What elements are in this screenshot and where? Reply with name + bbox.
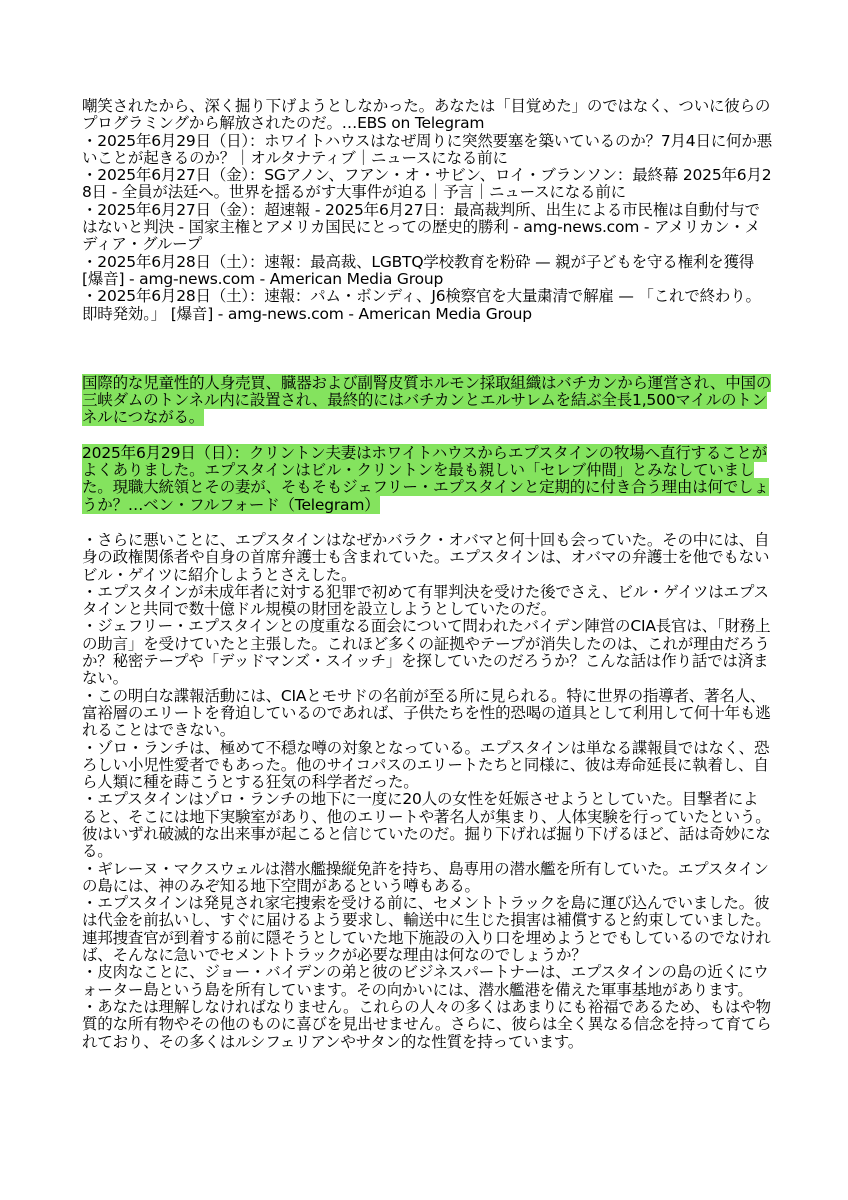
news-item: ・2025年6月28日（土）：速報：最高裁、LGBTQ学校教育を粉砕 — 親が子どもを守る権利を獲得 [爆音] - amg-news.com - American Media Group [82, 252, 755, 288]
news-item: ・2025年6月29日（日）：ホワイトハウスはなぜ周りに突然要塞を築いているのか？7月4日に何か悪いことが起きるのか？｜オルタナティブ｜ニュースになる前に [82, 131, 772, 167]
spacer [82, 427, 772, 445]
spacer [82, 323, 772, 375]
bullet-paragraph: ・さらに悪いことに、エプスタインはなぜかバラク・オバマと何十回も会っていた。その中には、自身の政権関係者や自身の首席弁護士も含まれていた。エプスタインは、オバマの弁護士を他でもないビル・ゲイツに紹介しようとさえした。 [82, 530, 770, 584]
bullet-paragraph: ・あなたは理解しなければなりません。これらの人々の多くはあまりにも裕福であるため、もはや物質的な所有物やその他のものに喜びを見出せません。さらに、彼らは全く異なる信念を持って育てられており、その多くはルシフェリアンやサタン的な性質を持っています。 [82, 997, 772, 1051]
document-page [82, 98, 772, 1051]
bullet-paragraph: ・皮肉なことに、ジョー・バイデンの弟と彼のビジネスパートナーは、エプスタインの島の近くにウォーター島という島を所有しています。その向かいには、潜水艦港を備えた軍事基地があります。 [82, 963, 769, 999]
spacer [82, 514, 772, 532]
bullet-paragraph: ・ゾロ・ランチは、極めて不穏な噂の対象となっている。エプスタインは単なる諜報員ではなく、恐ろしい小児性愛者でもあった。他のサイコパスのエリートたちと同様に、彼は寿命延長に執着し、自ら人類に種を蒔こうとする狂気の科学者だった。 [82, 738, 770, 792]
news-item: ・2025年6月27日（金）：超速報 - 2025年6月27日：最高裁判所、出生による市民権は自動付与ではないと判決 - 国家主権とアメリカ国民にとっての歴史的勝利 - amg-news.com - アメリカン・メディア・グループ [82, 200, 761, 254]
bottom-section [82, 532, 772, 1051]
top-section [82, 98, 772, 323]
news-item: ・2025年6月27日（金）：SGアノン、フアン・オ・サビン、ロイ・ブランソン：最終幕 2025年6月28日 - 全員が法廷へ。世界を揺るがす大事件が迫る｜予言｜ニュースになる前に [82, 166, 772, 202]
highlighted-text: 2025年6月29日（日）：クリントン夫妻はホワイトハウスからエプスタインの牧場へ直行することがよくありました。エプスタインはビル・クリントンを最も親しい「セレブ仲間」とみなしていました。現職大統領とその妻が、そもそもジェフリー・エプスタインと定期的に付き合う理由は何でしょうか？…ベン・フルフォード（Telegram） [82, 443, 769, 514]
bullet-paragraph: ・エプスタインは発見され家宅捜索を受ける前に、セメントトラックを島に運び込んでいました。彼は代金を前払いし、すぐに届けるよう要求し、輸送中に生じた損害は補償すると約束していました。連邦捜査官が到着する前に隠そうとしていた地下施設の入り口を埋めようとでもしているのでなければ、そんなに急いでセメントトラックが必要な理由は何なのでしょうか？ [82, 894, 771, 965]
highlighted-text: 国際的な児童性的人身売買、臓器および副腎皮質ホルモン採取組織はバチカンから運営され、中国の三峡ダムのトンネル内に設置され、最終的にはバチカンとエルサレムを結ぶ全長1,500マイルのトンネルにつながる。 [82, 373, 772, 427]
news-item: ・2025年6月28日（土）：速報：パム・ボンディ、J6検察官を大量粛清で解雇 — 「これで終わり。即時発効。」 [爆音] - amg-news.com - American Media Group [82, 287, 761, 323]
bullet-paragraph: ・ギレーヌ・マクスウェルは潜水艦操縦免許を持ち、島専用の潜水艦を所有していた。エプスタインの島には、神のみぞ知る地下空間があるという噂もある。 [82, 859, 769, 895]
bullet-paragraph: ・エプスタインはゾロ・ランチの地下に一度に20人の女性を妊娠させようとしていた。目撃者によると、そこには地下実験室があり、他のエリートや著名人が集まり、人体実験を行っていたという。彼はいずれ破滅的な出来事が起こると信じていたのだ。掘り下げれば掘り下げるほど、話は奇妙になる。 [82, 790, 771, 861]
highlighted-paragraph [82, 375, 772, 427]
text-paragraph: 嘲笑されたから、深く掘り下げようとしなかった。あなたは「目覚めた」のではなく、ついに彼らのプログラミングから解放されたのだ。…EBS on Telegram [82, 97, 771, 133]
bullet-paragraph: ・この明白な諜報活動には、CIAとモサドの名前が至る所に見られる。特に世界の指導者、著名人、富裕層のエリートを脅迫しているのであれば、子供たちを性的恐喝の道具として利用して何十年も逃れることはできない。 [82, 686, 771, 740]
highlighted-paragraph [82, 445, 772, 514]
bullet-paragraph: ・ジェフリー・エプスタインとの度重なる面会について問われたバイデン陣営のCIA長官は、「財務上の助言」を受けていたと主張した。これほど多くの証拠やテープが消失したのは、これが理由だろうか？秘密テープや「デッドマンズ・スイッチ」を探していたのだろうか？こんな話は作り話では済まない。 [82, 617, 771, 688]
bullet-paragraph: ・エプスタインが未成年者に対する犯罪で初めて有罪判決を受けた後でさえ、ビル・ゲイツはエプスタインと共同で数十億ドル規模の財団を設立しようとしていたのだ。 [82, 582, 769, 619]
